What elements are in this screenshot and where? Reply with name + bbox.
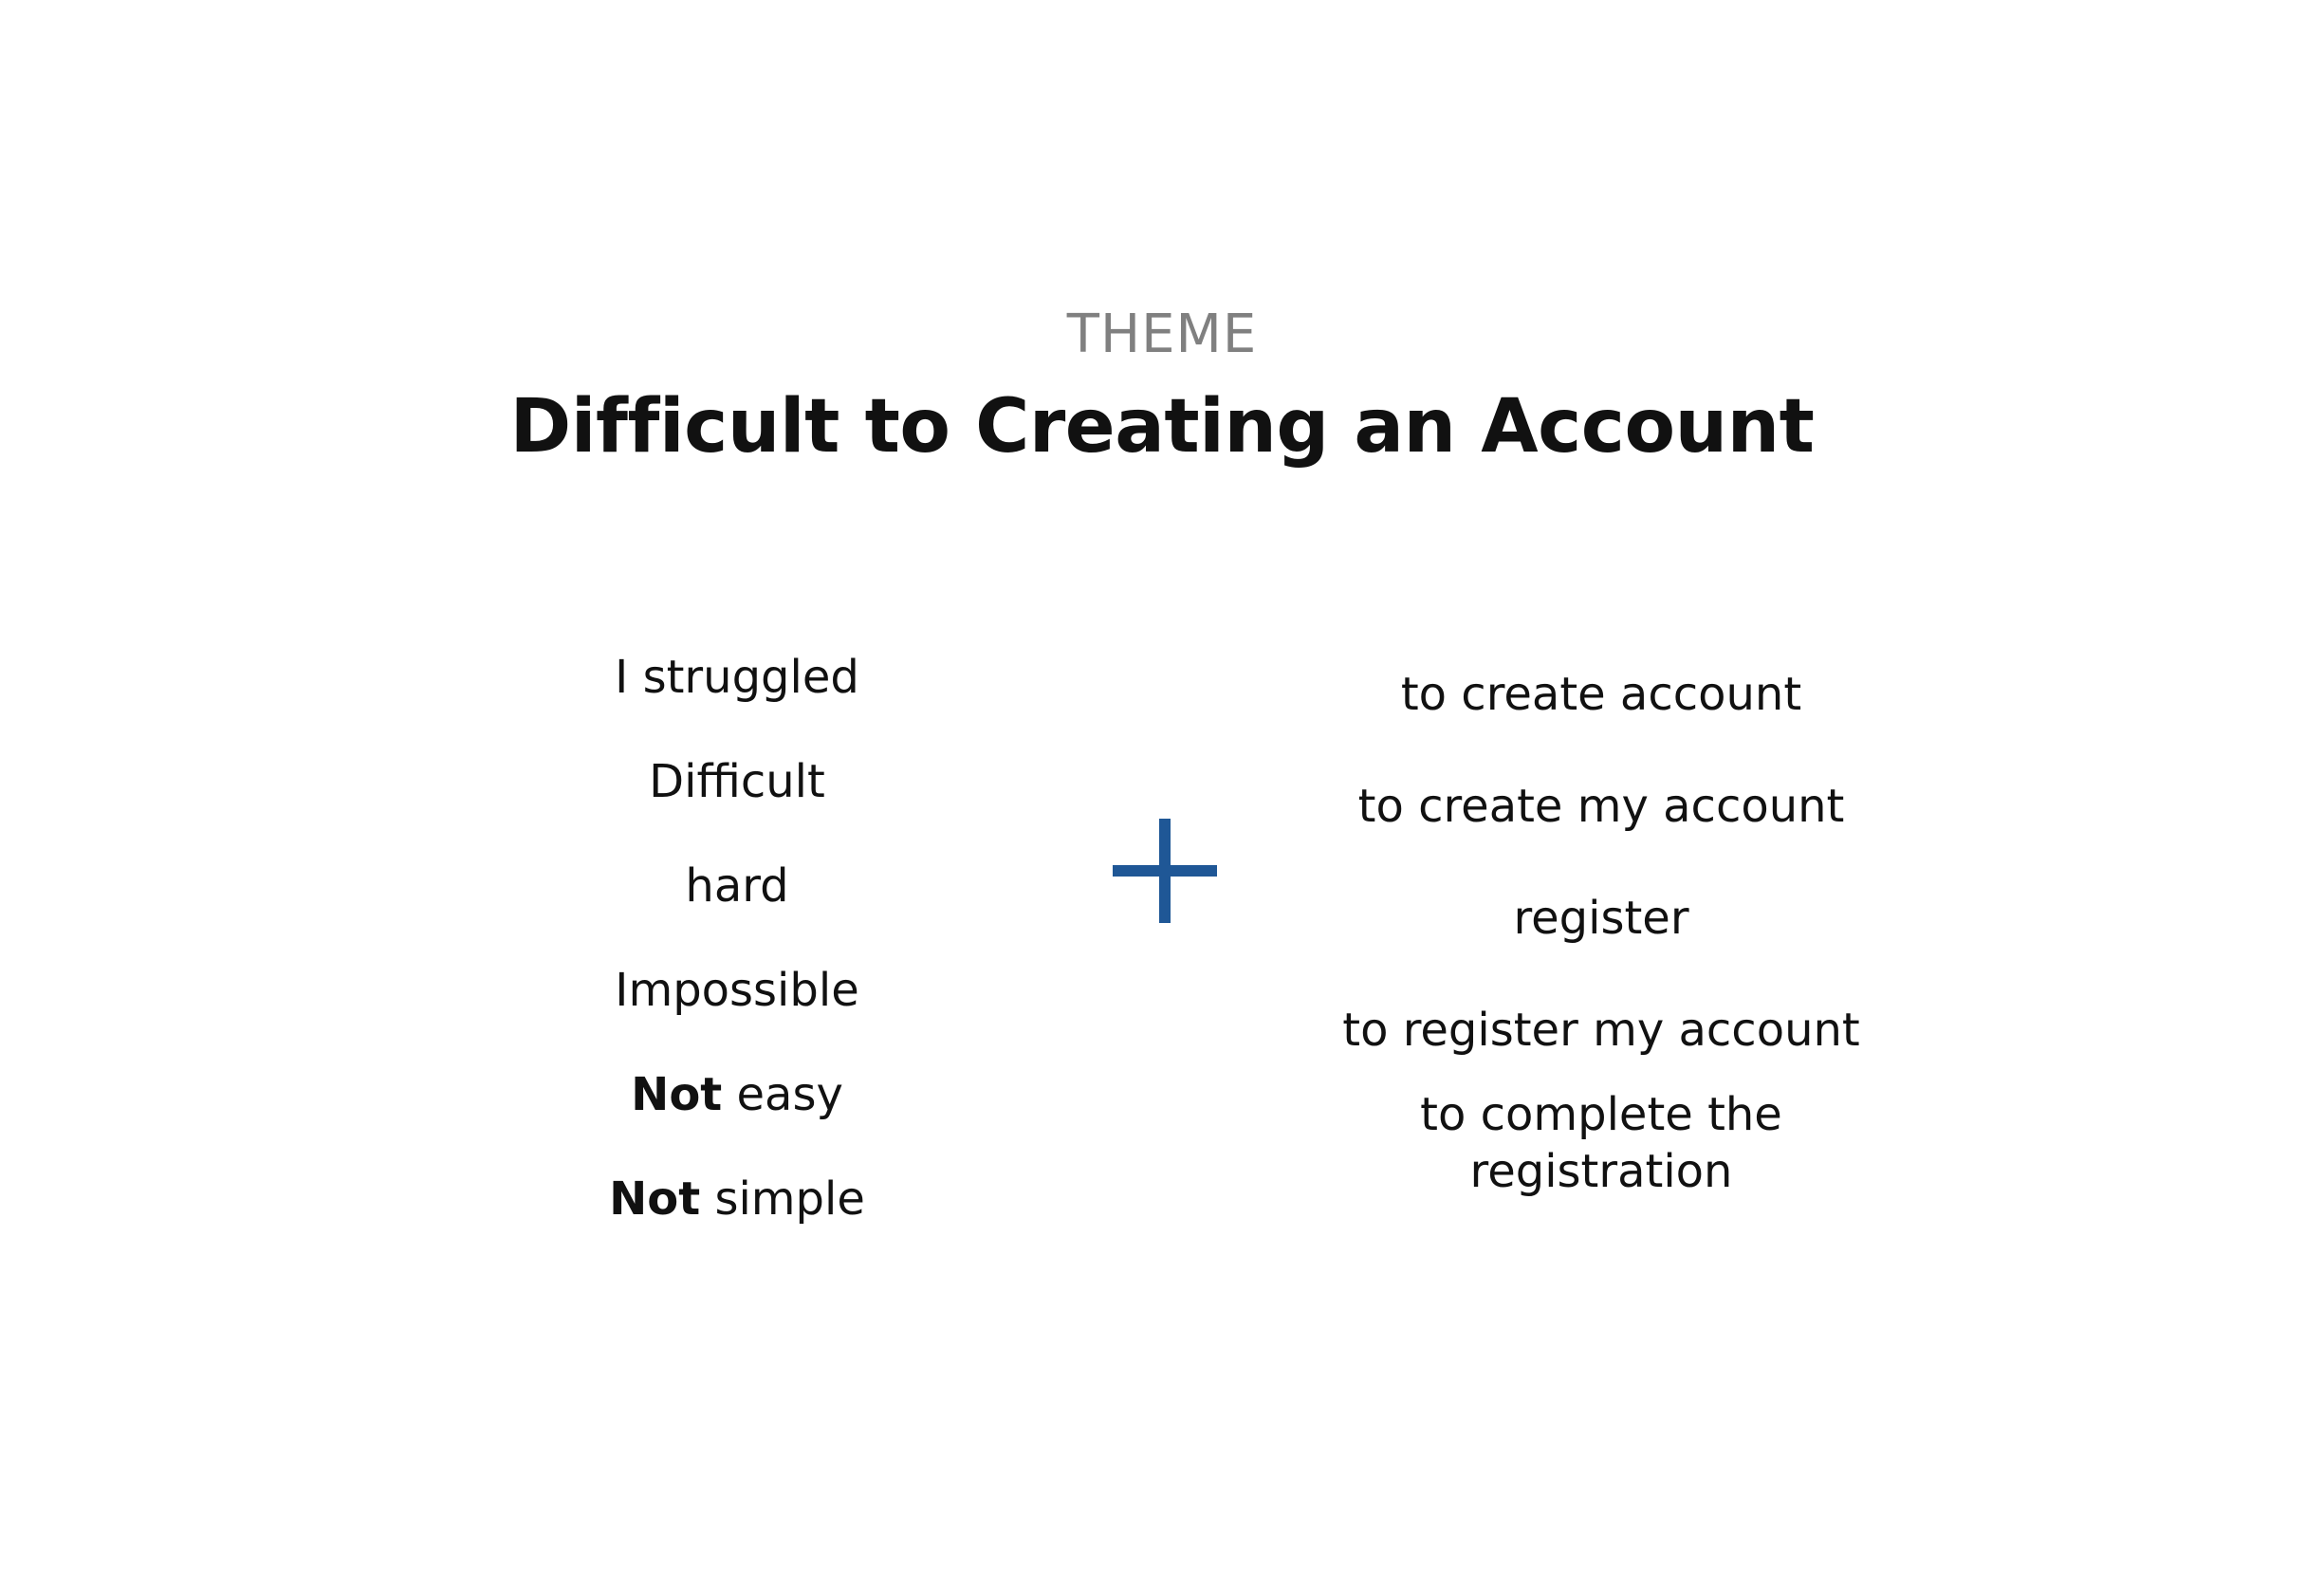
- left-phrase-text: I struggled: [615, 651, 859, 704]
- plus-icon: [1113, 819, 1217, 923]
- left-phrase: [615, 651, 859, 704]
- left-phrase: [649, 755, 825, 808]
- plus-icon-horizontal-bar: [1113, 865, 1217, 877]
- left-phrase-text: simple: [700, 1172, 865, 1226]
- theme-label: THEME: [1066, 304, 1258, 365]
- left-phrase-text: easy: [722, 1068, 843, 1121]
- right-phrase: to create account: [1400, 668, 1802, 721]
- left-phrase-text: hard: [685, 859, 789, 913]
- left-phrase: [615, 964, 859, 1017]
- left-phrase-text: Difficult: [649, 755, 825, 808]
- left-phrase: [609, 1172, 865, 1226]
- page-title: Difficult to Creating an Account: [509, 384, 1815, 470]
- left-phrase: [631, 1068, 843, 1121]
- left-phrase-bold: Not: [609, 1172, 701, 1226]
- right-phrase: register: [1513, 892, 1689, 945]
- right-phrase: to complete the registration: [1420, 1088, 1782, 1198]
- left-phrase-bold: Not: [631, 1068, 723, 1121]
- right-phrase: to register my account: [1342, 1004, 1860, 1057]
- left-phrase: [685, 859, 789, 913]
- right-phrase: to create my account: [1357, 780, 1845, 833]
- left-phrase-text: Impossible: [615, 964, 859, 1017]
